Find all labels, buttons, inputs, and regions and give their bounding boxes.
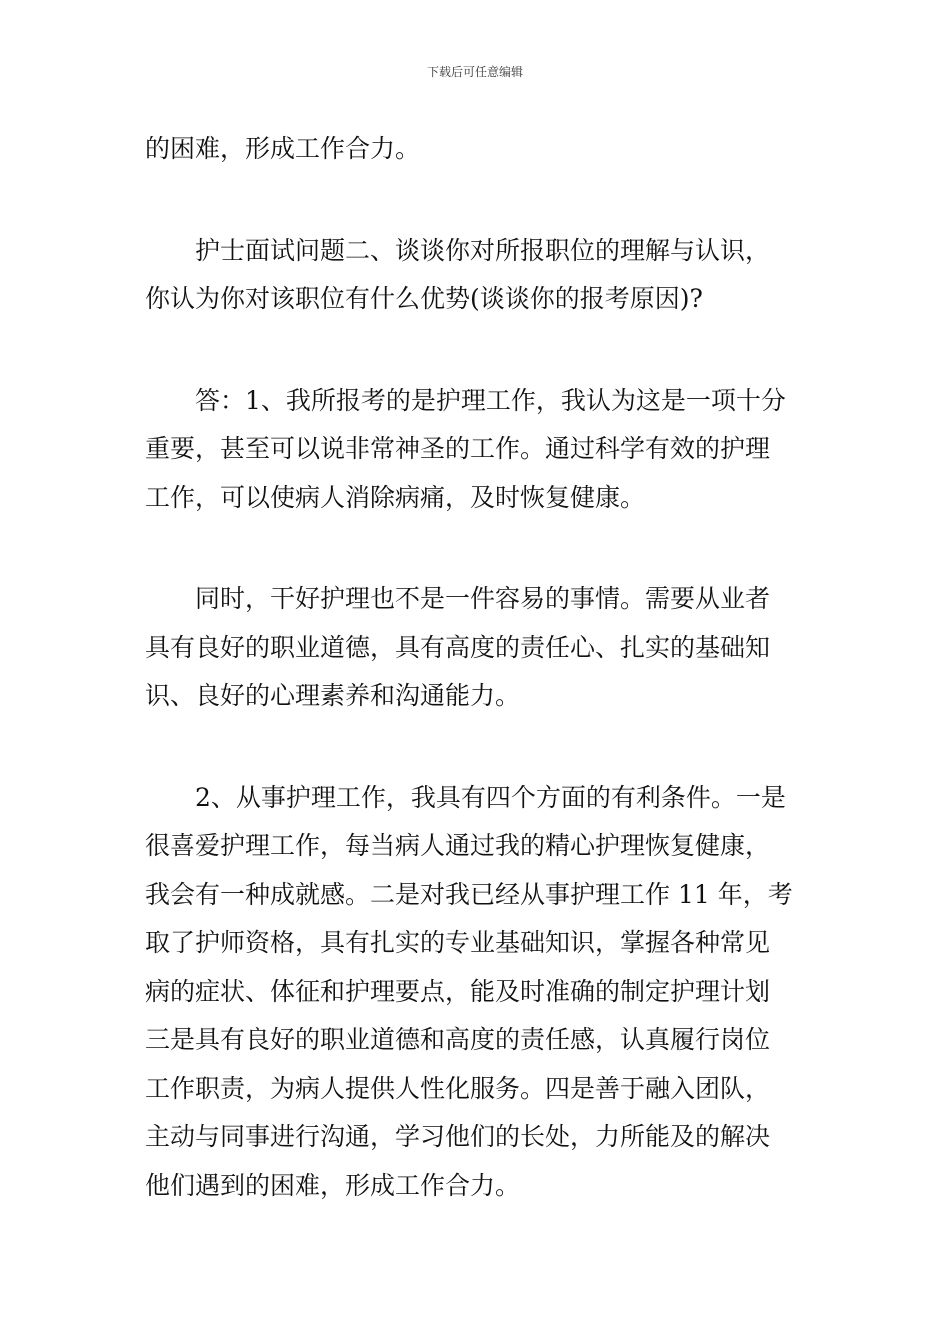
- text-line: 护士面试问题二、谈谈你对所报职位的理解与认识，: [195, 235, 771, 265]
- text-line: 具有良好的职业道德，具有高度的责任心、扎实的基础知: [145, 632, 771, 662]
- text-line: 病的症状、体征和护理要点，能及时准确的制定护理计划: [145, 976, 771, 1006]
- text-line: 三是具有良好的职业道德和高度的责任感，认真履行岗位: [145, 1025, 771, 1054]
- paragraph-answer-one: [145, 377, 810, 523]
- text-line: 工作，可以使病人消除病痛，及时恢复健康。: [145, 482, 646, 512]
- document-body: [145, 125, 810, 1210]
- paragraph-continuation: [145, 125, 810, 174]
- paragraph-question-two: [145, 227, 810, 324]
- text-line: 你认为你对该职位有什么优势(谈谈你的报考原因)?: [145, 284, 703, 313]
- text-line: 他们遇到的困难，形成工作合力。: [145, 1170, 521, 1200]
- text-line: 识、良好的心理素养和沟通能力。: [145, 681, 521, 710]
- text-line: 同时，干好护理也不是一件容易的事情。需要从业者: [195, 584, 771, 613]
- text-line: 答：1、我所报考的是护理工作，我认为这是一项十分: [195, 385, 786, 415]
- paragraph-meanwhile: [145, 575, 810, 721]
- text-line: 我会有一种成就感。二是对我已经从事护理工作 11 年，考: [145, 879, 793, 909]
- text-line: 取了护师资格，具有扎实的专业基础知识，掌握各种常见: [145, 928, 771, 957]
- page-header: 下载后可任意编辑: [426, 65, 523, 79]
- text-line: 2、从事护理工作，我具有四个方面的有利条件。一是: [195, 782, 786, 812]
- text-line: 的困难，形成工作合力。: [145, 134, 421, 163]
- text-line: 很喜爱护理工作，每当病人通过我的精心护理恢复健康，: [145, 831, 771, 860]
- text-line: 工作职责，为病人提供人性化服务。四是善于融入团队，: [145, 1073, 771, 1103]
- text-line: 重要，甚至可以说非常神圣的工作。通过科学有效的护理: [145, 434, 771, 463]
- paragraph-answer-two: [145, 774, 810, 1211]
- text-line: 主动与同事进行沟通，学习他们的长处，力所能及的解决: [145, 1122, 771, 1151]
